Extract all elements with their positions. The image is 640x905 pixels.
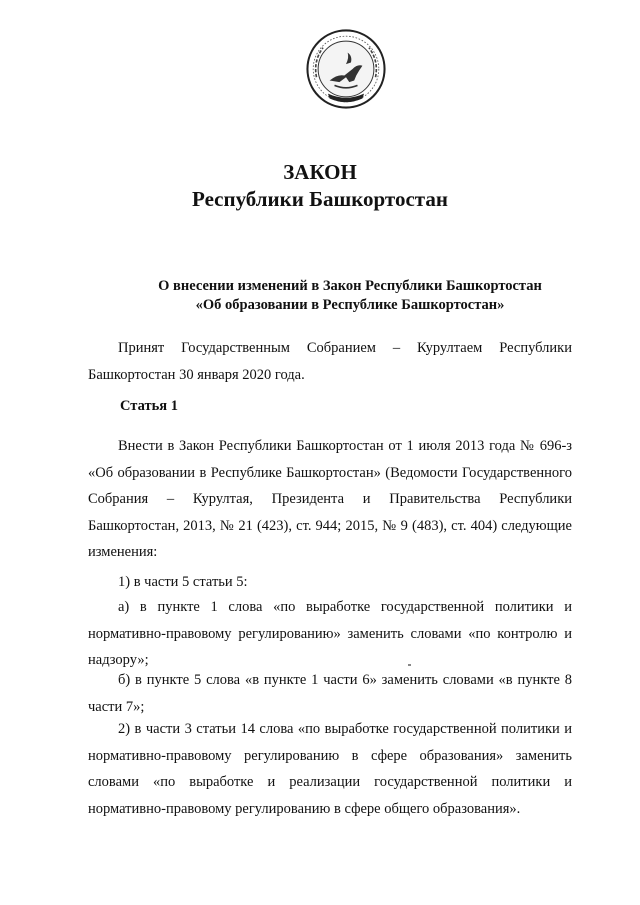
document-type-title: ЗАКОН xyxy=(283,160,357,184)
article-heading: Статья 1 xyxy=(120,398,178,414)
article-intro-paragraph: Внести в Закон Республики Башкортостан от 1 июля 2013 года № 696-з «Об образовании в Республике Башкортостан» (Ведомости Государственного Собрания – Курултая, Президента и Правительства Республики Башкортостан, 2013, № 21 (423), ст. 944; 2015, № 9 (483), ст. 404) следующие изменения: xyxy=(88,438,572,560)
issuer-title: Республики Башкортостан xyxy=(192,187,448,211)
scan-speck xyxy=(408,664,411,666)
amendment-item-1b: б) в пункте 5 слова «в пункте 1 части 6» заменить словами «в пункте 8 части 7»; xyxy=(88,672,572,715)
subject-line-2: «Об образовании в Республике Башкортостан» xyxy=(195,297,505,313)
adoption-statement: Принят Государственным Собранием – Курултаем Республики Башкортостан 30 января 2020 года. xyxy=(88,340,572,383)
amendment-item-2: 2) в части 3 статьи 14 слова «по выработке государственной политики и нормативно-правовому регулированию в сфере образования» заменить словами «по выработке и реализации государственной политики и нормативно-правовому регулированию в сфере общего образования». xyxy=(88,721,572,817)
coat-of-arms-emblem xyxy=(305,28,387,110)
amendment-item-1: 1) в части 5 статьи 5: xyxy=(118,574,248,590)
subject-line-1: О внесении изменений в Закон Республики Башкортостан xyxy=(158,278,542,294)
amendment-item-1a: а) в пункте 1 слова «по выработке государственной политики и нормативно-правовому регулированию» заменить словами «по контролю и надзору»; xyxy=(88,599,572,668)
